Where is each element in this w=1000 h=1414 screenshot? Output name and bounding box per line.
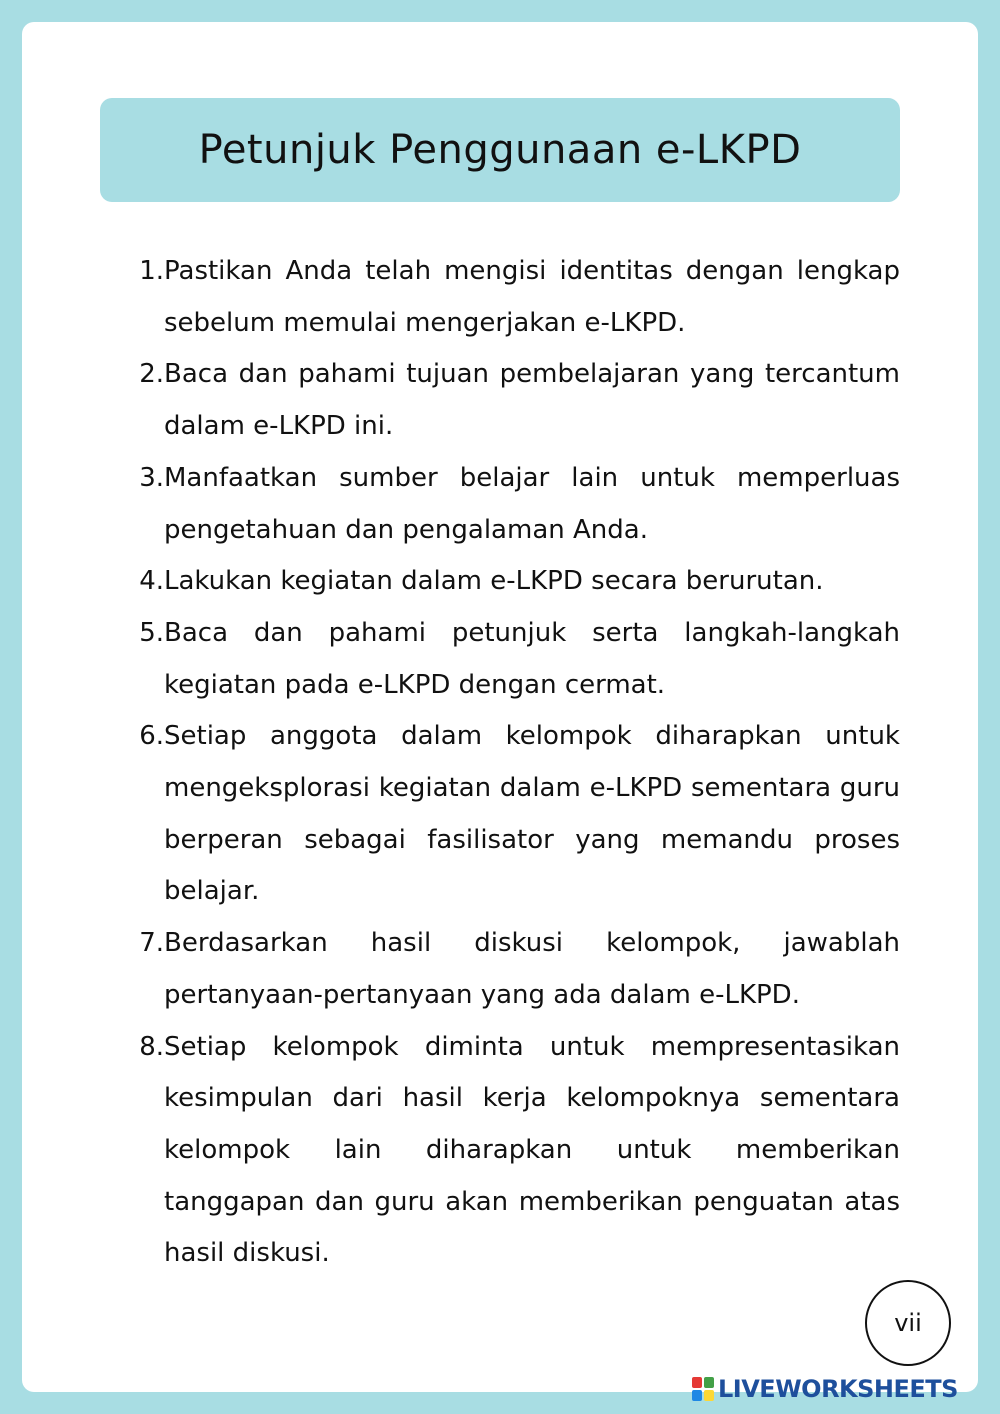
item-text: Manfaatkan sumber belajar lain untuk memperluas pengetahuan dan pengalaman Anda. [164,462,900,545]
worksheet-page [22,22,978,1392]
item-text: Setiap anggota dalam kelompok diharapkan untuk mengeksplorasi kegiatan dalam e-LKPD sementara guru berperan sebagai fasilisator yang memandu proses belajar. [164,721,900,907]
item-number: 7. [139,928,164,959]
list-item [122,453,900,556]
list-item [122,246,900,349]
item-number: 2. [139,359,164,390]
item-text: Setiap kelompok diminta untuk mempresentasikan kesimpulan dari hasil kerja kelompoknya sementara kelompok lain diharapkan untuk memberikan tanggapan dan guru akan memberikan penguatan atas hasil diskusi. [164,1031,900,1269]
item-number: 3. [139,462,164,493]
list-item [122,1022,900,1281]
title-banner [100,98,900,202]
item-text: Lakukan kegiatan dalam e-LKPD secara berurutan. [164,566,824,597]
item-number: 1. [139,256,164,286]
item-text: Baca dan pahami petunjuk serta langkah-langkah kegiatan pada e-LKPD dengan cermat. [164,617,900,700]
item-number: 5. [139,617,164,648]
list-item [122,556,900,608]
item-number: 4. [139,566,164,597]
list-item [122,349,900,452]
liveworksheets-logo-icon [692,1377,714,1401]
list-item [122,918,900,1021]
item-number: 8. [139,1031,164,1062]
page-number: vii [894,1309,922,1337]
list-item [122,711,900,918]
liveworksheets-logo [692,1374,958,1404]
item-text: Pastikan Anda telah mengisi identitas dengan lengkap sebelum memulai mengerjakan e-LKPD. [164,256,900,338]
instruction-list [122,246,900,1280]
item-text: Berdasarkan hasil diskusi kelompok, jawablah pertanyaan-pertanyaan yang ada dalam e-LKPD. [164,928,900,1010]
page-title: Petunjuk Penggunaan e-LKPD [198,127,802,173]
page-number-circle [865,1280,951,1366]
item-number: 6. [139,721,164,752]
item-text: Baca dan pahami tujuan pembelajaran yang tercantum dalam e-LKPD ini. [164,359,900,442]
list-item [122,608,900,711]
liveworksheets-logo-text: LIVEWORKSHEETS [718,1375,958,1403]
